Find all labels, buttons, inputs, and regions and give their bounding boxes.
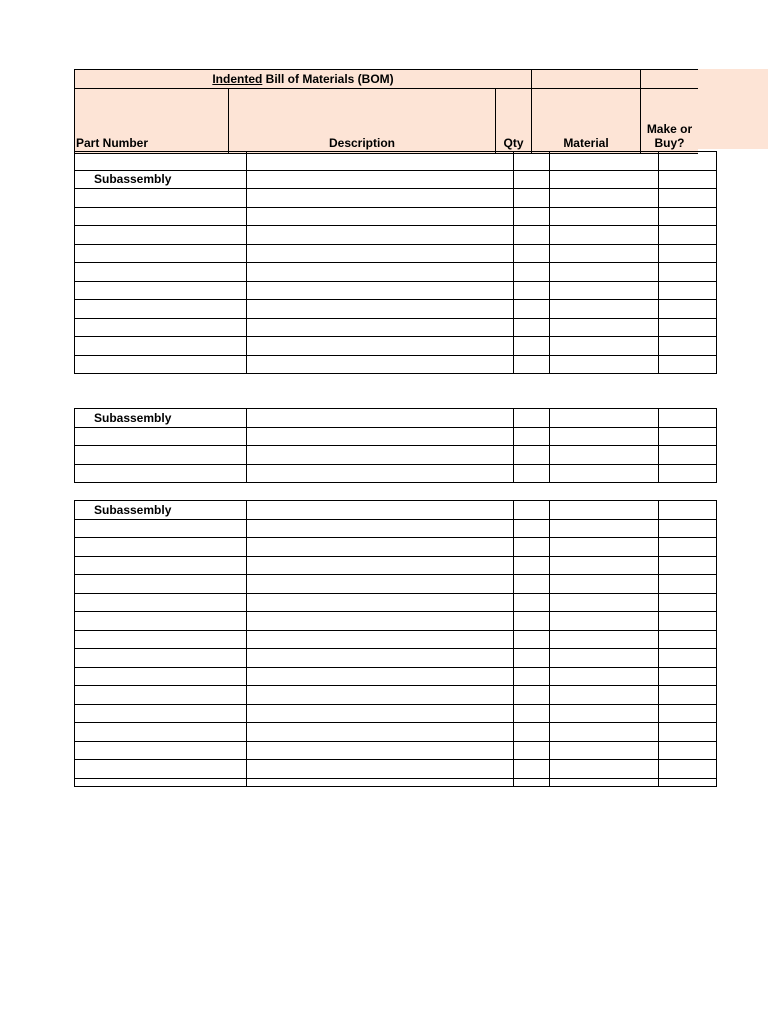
cell[interactable]	[514, 704, 550, 723]
cell[interactable]	[550, 446, 659, 465]
cell[interactable]	[75, 760, 247, 779]
cell[interactable]	[75, 355, 247, 374]
cell[interactable]	[514, 575, 550, 594]
cell[interactable]	[550, 630, 659, 649]
cell[interactable]	[550, 355, 659, 374]
cell[interactable]	[247, 538, 514, 557]
cell[interactable]	[247, 427, 514, 446]
cell[interactable]	[247, 630, 514, 649]
cell[interactable]	[247, 723, 514, 742]
cell[interactable]	[659, 741, 717, 760]
cell[interactable]	[659, 281, 717, 300]
cell[interactable]	[75, 667, 247, 686]
cell[interactable]	[659, 667, 717, 686]
cell[interactable]	[247, 318, 514, 337]
cell[interactable]	[75, 575, 247, 594]
cell[interactable]	[75, 593, 247, 612]
cell[interactable]	[514, 427, 550, 446]
cell[interactable]	[75, 337, 247, 356]
cell[interactable]	[247, 778, 514, 786]
cell[interactable]	[75, 556, 247, 575]
cell[interactable]	[247, 244, 514, 263]
cell[interactable]	[550, 667, 659, 686]
cell[interactable]	[659, 152, 717, 171]
subassembly-label[interactable]: Subassembly	[75, 501, 247, 520]
cell[interactable]	[247, 226, 514, 245]
cell[interactable]	[514, 281, 550, 300]
cell[interactable]	[75, 152, 247, 171]
cell[interactable]	[514, 263, 550, 282]
cell[interactable]	[75, 263, 247, 282]
cell[interactable]	[550, 686, 659, 705]
bom-section-1	[74, 151, 717, 374]
cell[interactable]	[75, 612, 247, 631]
cell[interactable]	[550, 170, 659, 189]
bom-header-table	[74, 69, 698, 154]
cell[interactable]	[514, 244, 550, 263]
header-description[interactable]: Description	[229, 89, 496, 154]
bom-section-2	[74, 408, 717, 483]
cell[interactable]	[550, 704, 659, 723]
cell[interactable]	[247, 337, 514, 356]
cell[interactable]	[659, 519, 717, 538]
cell[interactable]	[659, 686, 717, 705]
cell[interactable]	[659, 318, 717, 337]
cell[interactable]	[659, 538, 717, 557]
cell[interactable]	[514, 741, 550, 760]
cell[interactable]	[514, 446, 550, 465]
cell[interactable]	[514, 207, 550, 226]
cell[interactable]	[659, 446, 717, 465]
cell[interactable]	[75, 649, 247, 668]
cell[interactable]	[75, 519, 247, 538]
cell[interactable]	[514, 152, 550, 171]
cell[interactable]	[75, 538, 247, 557]
header-part-number[interactable]: Part Number	[75, 89, 229, 154]
header-make-or-buy[interactable]: Make or Buy?	[641, 89, 699, 154]
cell[interactable]	[247, 593, 514, 612]
cell[interactable]	[550, 501, 659, 520]
cell[interactable]	[75, 464, 247, 483]
cell[interactable]	[247, 152, 514, 171]
cell[interactable]	[550, 593, 659, 612]
cell[interactable]	[550, 318, 659, 337]
cell[interactable]	[514, 593, 550, 612]
cell[interactable]	[514, 556, 550, 575]
bom-title-rest: Bill of Materials (BOM)	[262, 72, 394, 86]
cell[interactable]	[514, 519, 550, 538]
cell[interactable]	[75, 741, 247, 760]
cell[interactable]	[75, 207, 247, 226]
cell[interactable]	[75, 686, 247, 705]
cell[interactable]	[550, 723, 659, 742]
cell[interactable]	[75, 723, 247, 742]
cell[interactable]	[247, 667, 514, 686]
cell[interactable]	[550, 519, 659, 538]
cell[interactable]	[514, 612, 550, 631]
cell[interactable]	[550, 281, 659, 300]
cell[interactable]	[247, 760, 514, 779]
cell[interactable]	[514, 337, 550, 356]
cell[interactable]	[659, 170, 717, 189]
cell[interactable]	[514, 630, 550, 649]
cell[interactable]	[247, 355, 514, 374]
cell[interactable]	[659, 355, 717, 374]
cell[interactable]	[247, 189, 514, 208]
cell[interactable]	[247, 409, 514, 428]
cell[interactable]	[247, 501, 514, 520]
subassembly-label[interactable]: Subassembly	[75, 409, 247, 428]
cell[interactable]	[550, 612, 659, 631]
cell[interactable]	[75, 778, 247, 786]
cell[interactable]	[550, 464, 659, 483]
cell[interactable]	[247, 519, 514, 538]
cell[interactable]	[659, 649, 717, 668]
header-material[interactable]: Material	[532, 89, 641, 154]
cell[interactable]	[659, 300, 717, 319]
cell[interactable]	[659, 723, 717, 742]
bom-title	[75, 70, 532, 89]
cell[interactable]	[550, 778, 659, 786]
cell[interactable]	[659, 760, 717, 779]
subassembly-label[interactable]: Subassembly	[75, 170, 247, 189]
cell[interactable]	[75, 704, 247, 723]
cell[interactable]	[514, 667, 550, 686]
cell[interactable]	[75, 281, 247, 300]
bom-section-3	[74, 500, 717, 787]
cell[interactable]	[659, 704, 717, 723]
cell[interactable]	[659, 244, 717, 263]
cell[interactable]	[659, 630, 717, 649]
cell[interactable]	[247, 612, 514, 631]
cell[interactable]	[550, 741, 659, 760]
cell[interactable]	[514, 686, 550, 705]
cell[interactable]	[659, 226, 717, 245]
cell[interactable]	[659, 464, 717, 483]
cell[interactable]	[75, 300, 247, 319]
cell[interactable]	[75, 630, 247, 649]
cell[interactable]	[550, 575, 659, 594]
cell[interactable]	[247, 207, 514, 226]
cell[interactable]	[550, 263, 659, 282]
bom-title-underlined: Indented	[212, 72, 263, 86]
cell[interactable]	[247, 575, 514, 594]
cell[interactable]	[659, 263, 717, 282]
cell[interactable]	[659, 427, 717, 446]
cell[interactable]	[659, 207, 717, 226]
cell[interactable]	[514, 318, 550, 337]
cell[interactable]	[550, 152, 659, 171]
cell[interactable]	[659, 575, 717, 594]
cell[interactable]	[75, 446, 247, 465]
cell[interactable]	[550, 300, 659, 319]
cell[interactable]	[514, 778, 550, 786]
header-qty[interactable]: Qty	[496, 89, 532, 154]
cell[interactable]	[514, 409, 550, 428]
cell[interactable]	[659, 612, 717, 631]
cell[interactable]	[247, 704, 514, 723]
cell[interactable]	[247, 446, 514, 465]
cell[interactable]	[659, 501, 717, 520]
cell[interactable]	[659, 337, 717, 356]
cell[interactable]	[550, 760, 659, 779]
cell[interactable]	[514, 464, 550, 483]
cell[interactable]	[550, 207, 659, 226]
cell[interactable]	[247, 649, 514, 668]
header-fill-extension	[694, 69, 768, 149]
cell[interactable]	[75, 318, 247, 337]
cell[interactable]	[659, 778, 717, 786]
cell[interactable]	[514, 300, 550, 319]
cell[interactable]	[550, 427, 659, 446]
cell[interactable]	[247, 464, 514, 483]
cell[interactable]	[514, 538, 550, 557]
cell[interactable]	[247, 281, 514, 300]
cell[interactable]	[550, 244, 659, 263]
header-blank-cell[interactable]	[641, 70, 699, 89]
cell[interactable]	[514, 189, 550, 208]
cell[interactable]	[247, 686, 514, 705]
cell[interactable]	[247, 263, 514, 282]
cell[interactable]	[659, 409, 717, 428]
cell[interactable]	[550, 226, 659, 245]
cell[interactable]	[659, 593, 717, 612]
cell[interactable]	[514, 723, 550, 742]
cell[interactable]	[550, 538, 659, 557]
cell[interactable]	[75, 226, 247, 245]
cell[interactable]	[550, 556, 659, 575]
cell[interactable]	[75, 189, 247, 208]
cell[interactable]	[514, 649, 550, 668]
cell[interactable]	[75, 244, 247, 263]
cell[interactable]	[514, 501, 550, 520]
cell[interactable]	[659, 556, 717, 575]
cell[interactable]	[659, 189, 717, 208]
cell[interactable]	[514, 355, 550, 374]
cell[interactable]	[75, 427, 247, 446]
cell[interactable]	[247, 300, 514, 319]
cell[interactable]	[550, 649, 659, 668]
cell[interactable]	[514, 760, 550, 779]
cell[interactable]	[514, 170, 550, 189]
header-blank-cell[interactable]	[532, 70, 641, 89]
cell[interactable]	[247, 741, 514, 760]
cell[interactable]	[550, 337, 659, 356]
cell[interactable]	[247, 556, 514, 575]
cell[interactable]	[550, 409, 659, 428]
cell[interactable]	[550, 189, 659, 208]
cell[interactable]	[247, 170, 514, 189]
cell[interactable]	[514, 226, 550, 245]
